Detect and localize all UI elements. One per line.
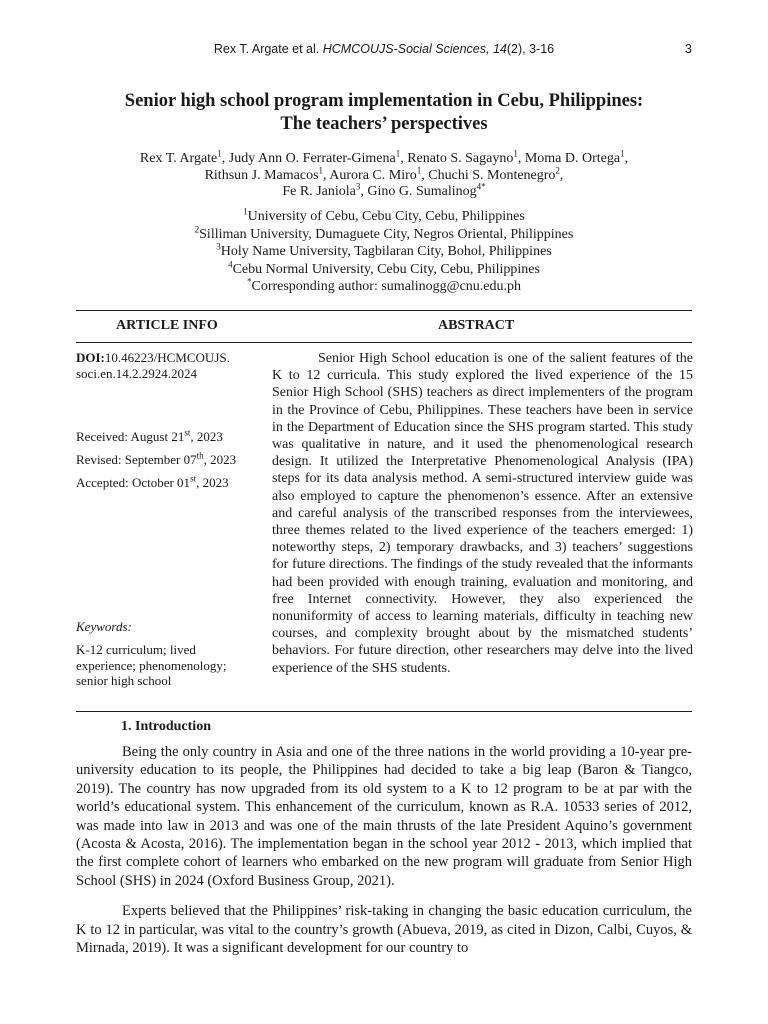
author: Rex T. Argate [139,151,218,166]
affiliation: $^1$University of Cebu, Cebu City, Cebu, Philippines [243,206,525,224]
bottom-divider [76,711,692,712]
corresponding-author: *Corresponding author: sumalinogg@cnu.edu.ph [246,276,522,294]
revised-date: Revised: September 07th, 2023 [76,450,237,467]
abstract [272,350,693,677]
author: Rithsun J. Mamacos [204,167,319,183]
accepted-date: Accepted: October 01st, 2023 [76,473,229,490]
received-date: Received: August 21st, 2023 [76,427,223,444]
author: Moma D. Ortega [524,151,621,166]
doi-label: DOI: [76,350,105,365]
title-line-1: Senior high school program implementation in Cebu, Philippines: [124,91,644,111]
affiliation: $^4$Cebu Normal University, Cebu City, Cebu, Philippines [228,258,540,277]
page-number: 3 [685,42,692,56]
title-line-2: The teachers’ perspectives [280,114,488,134]
doi-value-continued[interactable]: soci.en.14.2.2924.2024 [76,365,197,381]
header-journal: HCMCOUJS-Social Sciences, [322,42,490,56]
paper-title [60,90,708,136]
header-issue-pages: (2), 3-16 [506,42,555,56]
doi-block [76,350,256,381]
affiliation-list [60,208,708,296]
header-authors: Rex T. Argate et al. [213,42,320,56]
running-header [76,42,692,56]
affiliation: $^2$Silliman University, Dumaguete City, Negros Oriental, Philippines [194,223,574,242]
keywords-label: Keywords: [76,619,132,634]
top-divider [76,310,692,311]
section-heading: 1. Introduction [121,719,211,734]
author: Judy Ann O. Ferrater-Gimena [228,151,396,166]
author: Gino G. Sumalinog [367,184,477,199]
author: Chuchi S. Montenegro [428,167,556,183]
author: Fe R. Janiola [282,184,356,199]
author-list: Rex T. Argate$^1$, Judy Ann O. Ferrater-Gimena$^1$, Renato S. Sagayno$^1$, Moma D. Ortega$^1$, Rithsun J. Mamacos$^1$, Aurora C. Miro$^1$, Chuchi S. Montenegro$^2$, Fe R. Janiola$^3$, Gino G. Sumalinog$^{4*}$ [139,148,629,199]
paragraph: Experts believed that the Philippines’ risk-taking in changing the basic education curriculum, the K to 12 in particular, was vital to the country’s growth (Abueva, 2019, as cited in Dizon, Calbi, Cuyos, & Mirnada, 2019). It was a significant development for our country to [76,903,692,957]
paragraph: Being the only country in Asia and one of the three nations in the world providing a 10-year pre-university education to its people, the Philippines had decided to take a big leap (Baron & Tiangco, 2019). The country has now upgraded from its old system to a K to 12 program to be at par with the world’s educational system. This enhancement of the curriculum, known as R.A. 10533 series of 2012, was made into law in 2013 and was one of the main thrusts of the late President Aquino’s government (Acosta & Acosta, 2016). The implementation began in the school year 2012 - 2013, which implied that the first complete cohort of learners who embarked on the new program will graduate from Senior High School (SHS) in 2024 (Oxford Business Group, 2021). [76,744,692,889]
heading-divider [76,342,692,343]
doi-value[interactable]: 10.46223/HCMCOUJS. [104,350,230,365]
introduction-body [76,743,692,969]
affiliation: $^3$Holy Name University, Tagbilaran City, Bohol, Philippines [216,241,552,259]
article-info-heading: ARTICLE INFO [116,318,218,333]
keywords-text: K-12 curriculum; lived experience; phenomenology; senior high school [76,642,227,688]
header-volume: 14 [492,42,507,56]
abstract-heading: ABSTRACT [438,318,515,333]
author: Aurora C. Miro [329,167,417,183]
author: Renato S. Sagayno [407,151,514,166]
abstract-text: Senior High School education is one of the salient features of the K to 12 curricula. This study explored the lived experience of the 15 Senior High School (SHS) teachers as direct implementers of the program in the Province of Cebu, Philippines. These teachers have been in service in the Department of Education since the SHS program started. This study was qualitative in nature, and it used the phenomenological research design. It utilized the Interpretative Phenomenological Analysis (IPA) steps for its data analysis method. A semi-structured interview guide was also employed to capture the phenomenon’s essence. After an extensive and careful analysis of the transcribed responses from the interviewees, three themes related to the lived experience of the teachers emerged: 1) noteworthy steps, 2) temporary drawbacks, and 3) teachers’ suggestions for future directions. The findings of the study revealed that the informants had been provided with enough training, evaluation and monitoring, and free Internet connectivity. However, they also experienced the nonuniformity of access to learning materials, difficulty in teaching new courses, and complexity brought about by the mismatched students’ behaviors. For future direction, other researchers may delve into the lived experience of the SHS students. [272,351,693,676]
